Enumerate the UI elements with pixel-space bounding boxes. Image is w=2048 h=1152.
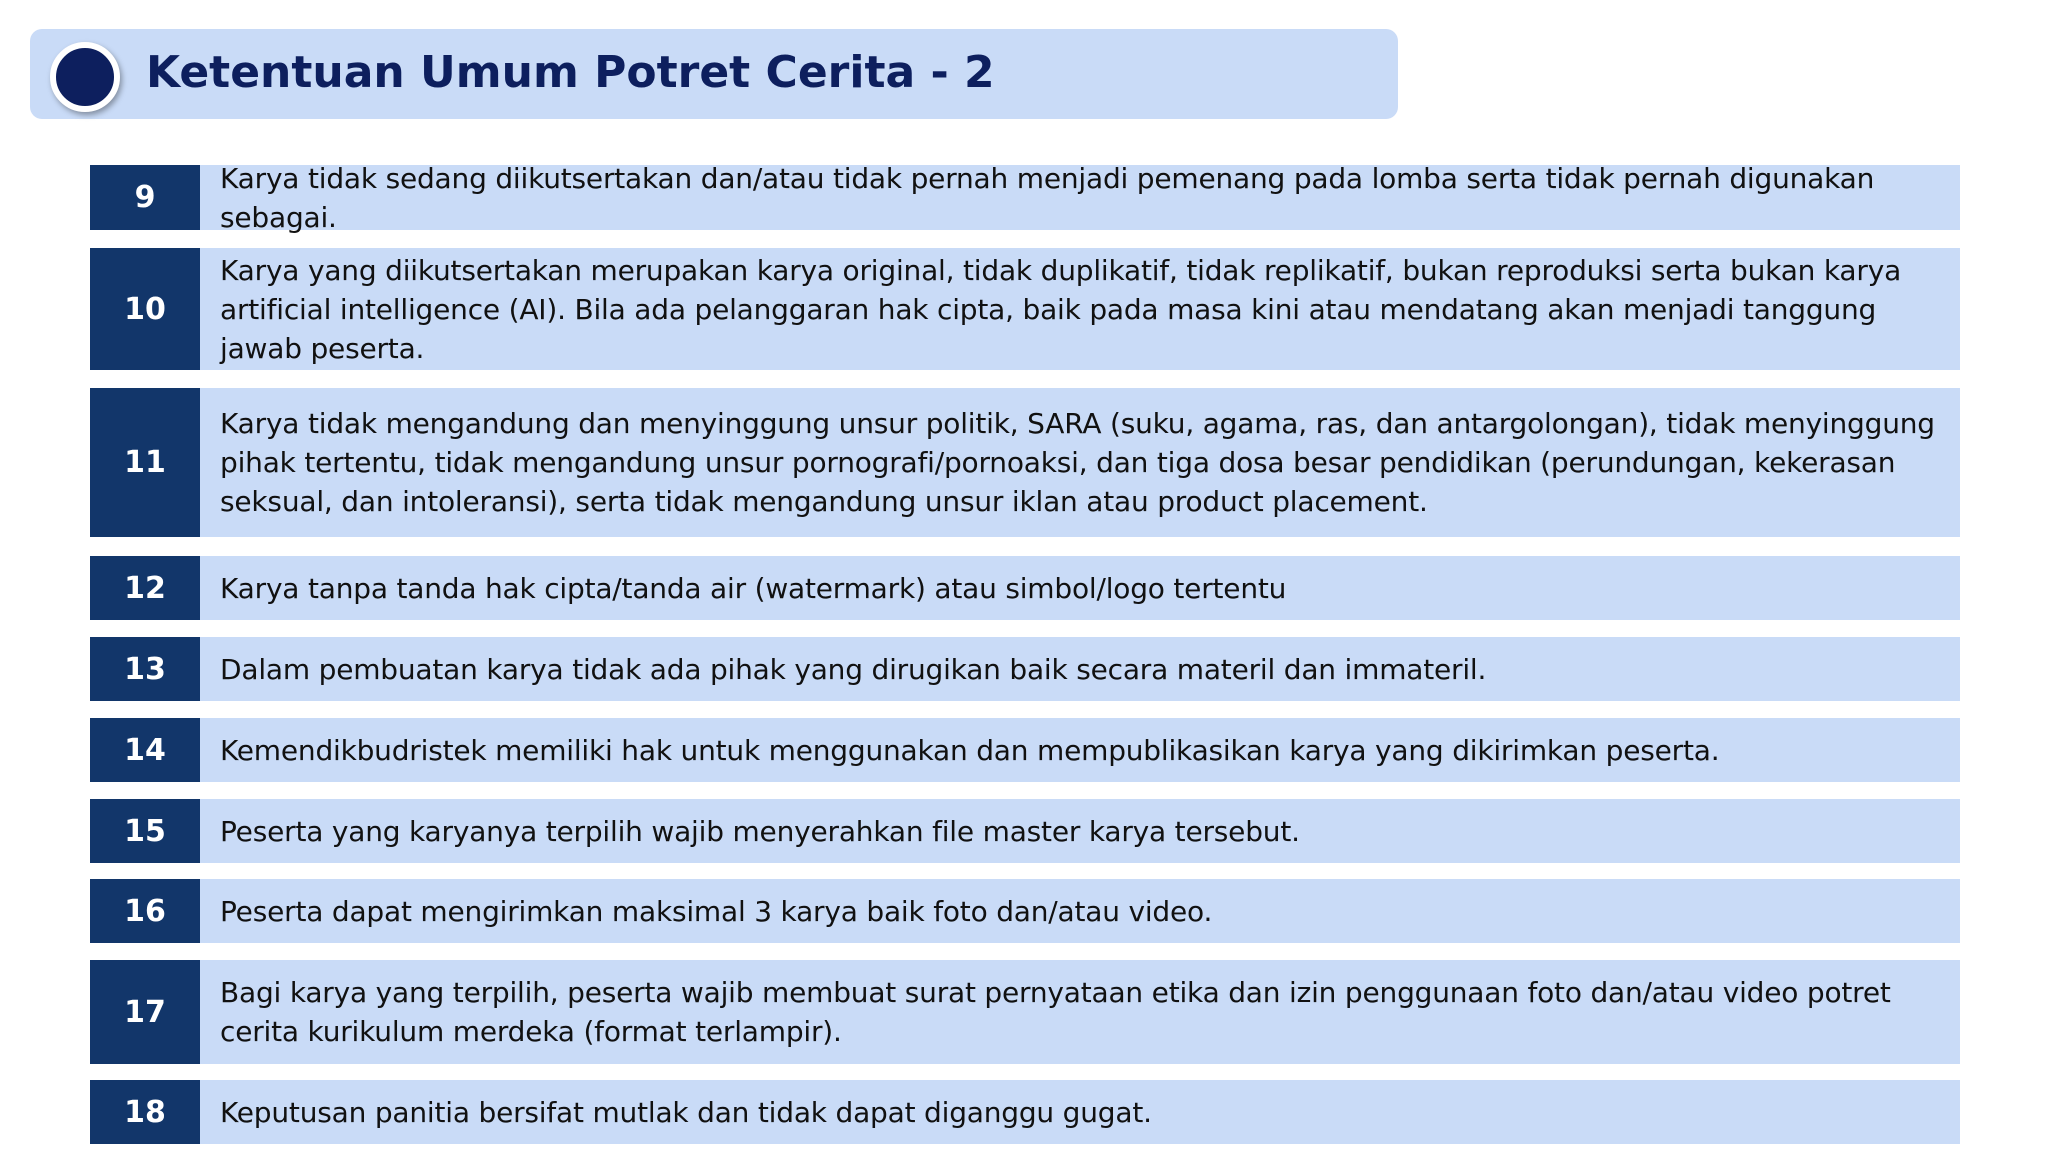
rule-text: Peserta dapat mengirimkan maksimal 3 karya baik foto dan/atau video.	[200, 879, 1960, 943]
rule-text: Bagi karya yang terpilih, peserta wajib membuat surat pernyataan etika dan izin penggunaan foto dan/atau video potret cerita kurikulum merdeka (format terlampir).	[200, 960, 1960, 1064]
rule-row-14	[90, 718, 1960, 782]
rule-number: 9	[90, 165, 200, 230]
bullet-circle-icon	[50, 42, 120, 112]
rule-number: 17	[90, 960, 200, 1064]
rule-number: 15	[90, 799, 200, 863]
rule-number: 11	[90, 388, 200, 537]
rule-row-15	[90, 799, 1960, 863]
page-title: Ketentuan Umum Potret Cerita - 2	[146, 47, 995, 98]
rule-text: Karya tidak sedang diikutsertakan dan/atau tidak pernah menjadi pemenang pada lomba serta tidak pernah digunakan sebagai.	[200, 165, 1960, 230]
rule-row-10	[90, 248, 1960, 370]
rule-number: 16	[90, 879, 200, 943]
rule-row-12	[90, 556, 1960, 620]
rule-text: Keputusan panitia bersifat mutlak dan tidak dapat diganggu gugat.	[200, 1080, 1960, 1144]
rule-number: 13	[90, 637, 200, 701]
rule-text: Kemendikbudristek memiliki hak untuk menggunakan dan mempublikasikan karya yang dikirimkan peserta.	[200, 718, 1960, 782]
rule-number: 14	[90, 718, 200, 782]
rule-text: Peserta yang karyanya terpilih wajib menyerahkan file master karya tersebut.	[200, 799, 1960, 863]
rule-row-9	[90, 161, 1960, 234]
title-banner	[30, 29, 1398, 119]
rule-text: Karya tidak mengandung dan menyinggung unsur politik, SARA (suku, agama, ras, dan antargolongan), tidak menyinggung pihak tertentu, tidak mengandung unsur pornografi/pornoaksi, dan tiga dosa besar pendidikan (perundungan, kekerasan seksual, dan intoleransi), serta tidak mengandung unsur iklan atau product placement.	[200, 388, 1960, 537]
rule-row-17	[90, 960, 1960, 1064]
rule-row-13	[90, 637, 1960, 701]
rule-text: Karya tanpa tanda hak cipta/tanda air (watermark) atau simbol/logo tertentu	[200, 556, 1960, 620]
rule-row-11	[90, 388, 1960, 537]
rule-number: 10	[90, 248, 200, 370]
rule-number: 18	[90, 1080, 200, 1144]
rule-text: Dalam pembuatan karya tidak ada pihak yang dirugikan baik secara materil dan immateril.	[200, 637, 1960, 701]
rule-row-18	[90, 1080, 1960, 1144]
rule-row-16	[90, 879, 1960, 943]
rule-number: 12	[90, 556, 200, 620]
rule-text: Karya yang diikutsertakan merupakan karya original, tidak duplikatif, tidak replikatif, bukan reproduksi serta bukan karya artificial intelligence (AI). Bila ada pelanggaran hak cipta, baik pada masa kini atau mendatang akan menjadi tanggung jawab peserta.	[200, 248, 1960, 370]
